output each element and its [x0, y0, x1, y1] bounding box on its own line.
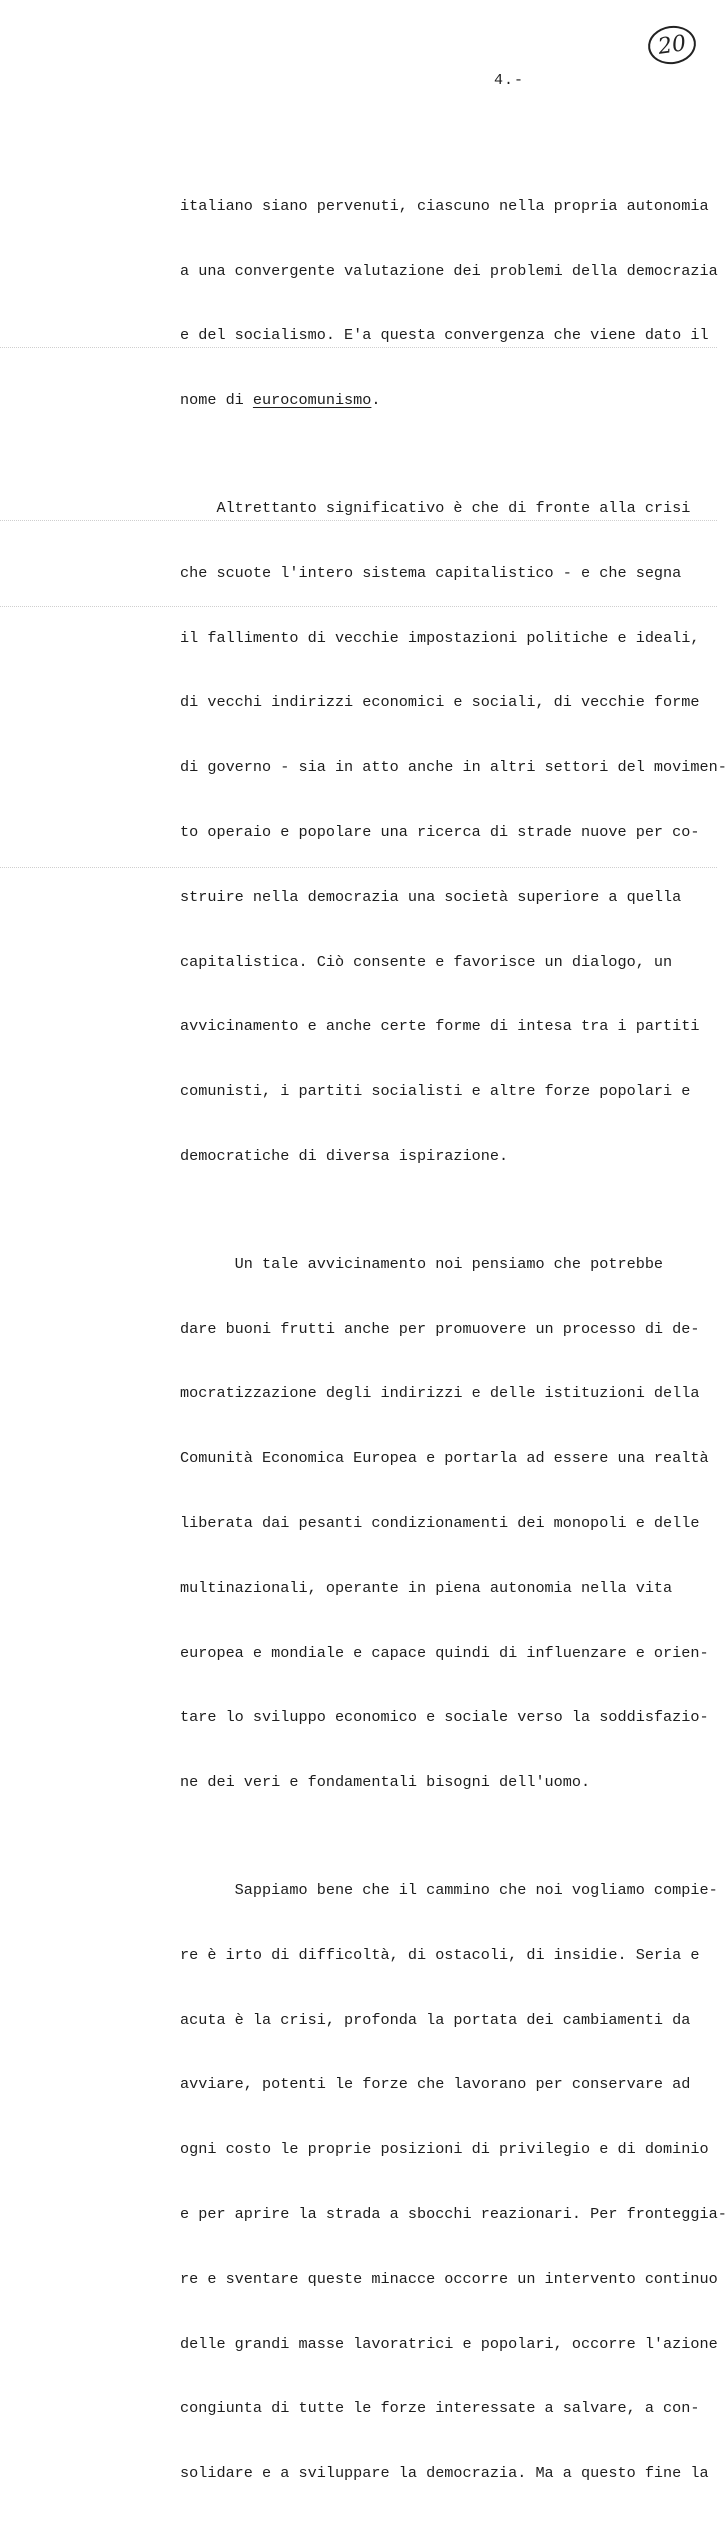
text-line: delle grandi masse lavoratrici e popolari, occorre l'azione: [180, 2334, 718, 2353]
text-line: avvicinamento e anche certe forme di intesa tra i partiti: [180, 1017, 700, 1036]
text-line: a una convergente valutazione dei problemi della democrazia: [180, 261, 718, 280]
text-line: congiunta di tutte le forze interessate a salvare, a con-: [180, 2399, 700, 2418]
text-line: [180, 390, 710, 412]
text-line: democratiche di diversa ispirazione.: [180, 1146, 509, 1165]
text-line: to operaio e popolare una ricerca di strade nuove per co-: [180, 823, 700, 841]
text-line: europea e mondiale e capace quindi di influenzare e orien-: [180, 1643, 709, 1662]
text-line: che scuote l'intero sistema capitalistico - e che segna: [180, 563, 682, 582]
text-line: comunisti, i partiti socialisti e altre forze popolari e: [180, 1082, 691, 1101]
text-line: tare lo sviluppo economico e sociale verso la soddisfazio-: [180, 1708, 709, 1727]
text-line: re e sventare queste minacce occorre un intervento continuo: [180, 2269, 718, 2288]
text-fragment: nome di: [180, 391, 253, 410]
text-line: capitalistica. Ciò consente e favorisce un dialogo, un: [180, 952, 673, 971]
text-line: ne dei veri e fondamentali bisogni dell'uomo.: [180, 1773, 591, 1792]
text-line: Comunità Economica Europea e portarla ad essere una realtà: [180, 1449, 709, 1468]
handwritten-page-annotation: 20: [646, 23, 699, 67]
page-number: 4.-: [494, 72, 525, 89]
text-fragment: .: [371, 391, 381, 410]
text-line: acuta è la crisi, profonda la portata dei cambiamenti da: [180, 2010, 691, 2029]
text-line: ogni costo le proprie posizioni di privilegio e di dominio: [180, 2140, 709, 2159]
text-line: avviare, potenti le forze che lavorano per conservare ad: [180, 2075, 691, 2094]
text-line: struire nella democrazia una società superiore a quella: [180, 887, 682, 906]
text-line: liberata dai pesanti condizionamenti dei monopoli e delle: [180, 1514, 700, 1532]
text-line: italiano siano pervenuti, ciascuno nella propria autonomia: [180, 196, 709, 215]
text-line: solidare e a sviluppare la democrazia. Ma a questo fine la: [180, 2464, 709, 2483]
text-line: dare buoni frutti anche per promuovere un processo di de-: [180, 1319, 700, 1338]
text-line: re è irto di difficoltà, di ostacoli, di insidie. Seria e: [180, 1945, 700, 1964]
text-line: il fallimento di vecchie impostazioni politiche e ideali,: [180, 628, 700, 647]
text-line: e per aprire la strada a sbocchi reazionari. Per fronteggia-: [180, 2205, 727, 2223]
text-line: di governo - sia in atto anche in altri settori del movimen-: [180, 758, 727, 777]
text-line: di vecchi indirizzi economici e sociali, di vecchie forme: [180, 693, 700, 712]
text-line: Un tale avvicinamento noi pensiamo che potrebbe: [180, 1254, 664, 1273]
text-line: Altrettanto significativo è che di fronte alla crisi: [180, 499, 691, 518]
text-line: e del socialismo. E'a questa convergenza che viene dato il: [180, 326, 709, 345]
text-line: multinazionali, operante in piena autonomia nella vita: [180, 1578, 673, 1597]
text-line: mocratizzazione degli indirizzi e delle istituzioni della: [180, 1384, 700, 1403]
document-body: [180, 131, 727, 2528]
underlined-term: eurocomunismo: [252, 391, 372, 410]
text-line: Sappiamo bene che il cammino che noi vogliamo compie-: [180, 1881, 718, 1900]
